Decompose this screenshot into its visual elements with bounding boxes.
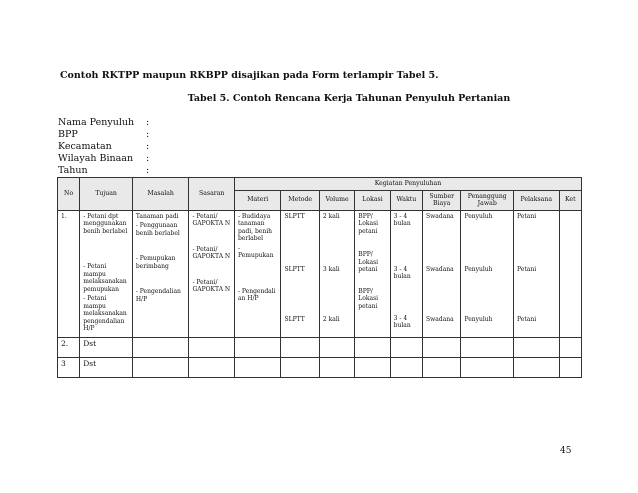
cell-tujuan: Dst — [80, 357, 133, 377]
penanggung-item: Penyuluh — [464, 315, 493, 323]
meta-label: Tahun — [58, 165, 88, 176]
page-number: 45 — [560, 446, 572, 456]
meta-row-tahun — [58, 165, 149, 177]
tujuan-item: - Petani mampu melaksanakan pengendalian H/P — [83, 295, 127, 332]
cell-penanggung — [461, 210, 514, 337]
table-row — [58, 357, 582, 377]
header-row-1 — [58, 178, 582, 191]
meta-colon: : — [146, 153, 150, 164]
header-penanggung: Penanggung Jawab — [461, 190, 514, 210]
header-materi: Materi — [234, 190, 281, 210]
cell-ket — [559, 210, 581, 337]
cell-lokasi — [355, 210, 390, 337]
penanggung-item: Penyuluh — [464, 266, 493, 273]
cell-no: 1. — [58, 210, 80, 337]
waktu-item: 3 - 4 bulan — [393, 265, 411, 280]
waktu-item: 3 - 4 bulan — [393, 314, 411, 329]
materi-item: - Pengendali an H/P — [237, 287, 276, 302]
volume-item: 2 kali — [322, 315, 340, 323]
rencana-kerja-table — [57, 177, 582, 378]
header-tujuan: Tujuan — [80, 178, 133, 211]
sasaran-item: - Petani/ GAPOKTA N — [192, 278, 231, 293]
header-sasaran: Sasaran — [189, 178, 235, 211]
masalah-item: - Pemupukan berimbang — [135, 255, 176, 270]
cell-no: 3 — [58, 357, 80, 377]
header-ket: Ket — [559, 190, 581, 210]
cell-sumber — [423, 210, 461, 337]
meta-row-kecamatan — [58, 141, 149, 153]
meta-colon: : — [146, 117, 150, 128]
intro-text: Contoh RKTPP maupun RKBPP disajikan pada Form terlampir Tabel 5. — [60, 70, 439, 81]
sumber-item: Swadana — [426, 212, 454, 220]
meta-label: Nama Penyuluh — [58, 117, 135, 128]
metode-item: SLPTT — [284, 212, 305, 220]
cell-materi — [234, 210, 281, 337]
penanggung-item: Penyuluh — [464, 212, 493, 220]
volume-item: 2 kali — [322, 212, 340, 220]
tujuan-item: - Petani mampu melaksanakan pemupukan — [83, 263, 127, 293]
meta-colon: : — [146, 165, 150, 176]
meta-label: Kecamatan — [58, 141, 112, 152]
meta-colon: : — [146, 129, 150, 140]
header-waktu: Waktu — [390, 190, 422, 210]
cell-sasaran — [189, 210, 235, 337]
pelaksana-item: Petani — [517, 315, 537, 323]
lokasi-item: BPP/ Lokasi petani — [358, 251, 379, 273]
header-metode: Metode — [281, 190, 319, 210]
metode-item: SLPTT — [284, 266, 305, 273]
cell-metode — [281, 210, 319, 337]
masalah-item: Tanaman padi — [135, 212, 179, 220]
sasaran-item: - Petani/ GAPOKTA N — [192, 245, 231, 260]
cell-no: 2. — [58, 337, 80, 357]
header-masalah: Masalah — [132, 178, 189, 211]
header-sumber: Sumber Biaya — [423, 190, 461, 210]
header-kegiatan: Kegiatan Penyuluhan — [234, 178, 581, 191]
cell-volume — [319, 210, 354, 337]
sumber-item: Swadana — [426, 315, 454, 323]
metode-item: SLPTT — [284, 315, 305, 323]
header-pelaksana: Pelaksana — [514, 190, 560, 210]
meta-label: BPP — [58, 129, 78, 140]
masalah-item: - Penggunaan benih berlabel — [135, 222, 180, 237]
volume-item: 3 kali — [322, 266, 340, 273]
meta-row-nama — [58, 117, 149, 129]
header-volume: Volume — [319, 190, 354, 210]
cell-tujuan — [80, 210, 133, 337]
cell-tujuan: Dst — [80, 337, 133, 357]
meta-label: Wilayah Binaan — [58, 153, 134, 164]
lokasi-item: BPP/ Lokasi petani — [358, 287, 379, 310]
lokasi-item: BPP/ Lokasi petani — [358, 212, 379, 235]
pelaksana-item: Petani — [517, 266, 537, 273]
table-caption: Tabel 5. Contoh Rencana Kerja Tahunan Penyuluh Pertanian — [187, 93, 511, 104]
cell-pelaksana — [514, 210, 560, 337]
meta-colon: : — [146, 141, 150, 152]
waktu-item: 3 - 4 bulan — [393, 212, 411, 227]
masalah-item: - Pengendalian H/P — [135, 288, 181, 303]
table-row — [58, 337, 582, 357]
header-no: No — [58, 178, 80, 211]
meta-row-bpp — [58, 129, 149, 141]
pelaksana-item: Petani — [517, 212, 537, 220]
sumber-item: Swadana — [426, 266, 454, 273]
materi-item: - Pemupukan — [237, 244, 274, 259]
cell-waktu — [390, 210, 422, 337]
sasaran-item: - Petani/ GAPOKTA N — [192, 212, 231, 227]
tujuan-item: - Petani dpt menggunakan benih berlabel — [83, 212, 128, 235]
meta-row-wilayah — [58, 153, 149, 165]
table-row — [58, 210, 582, 337]
cell-masalah — [132, 210, 189, 337]
meta-fields — [58, 117, 149, 177]
header-lokasi: Lokasi — [355, 190, 390, 210]
materi-item: - Budidaya tanaman padi, benih berlabel — [237, 212, 272, 242]
